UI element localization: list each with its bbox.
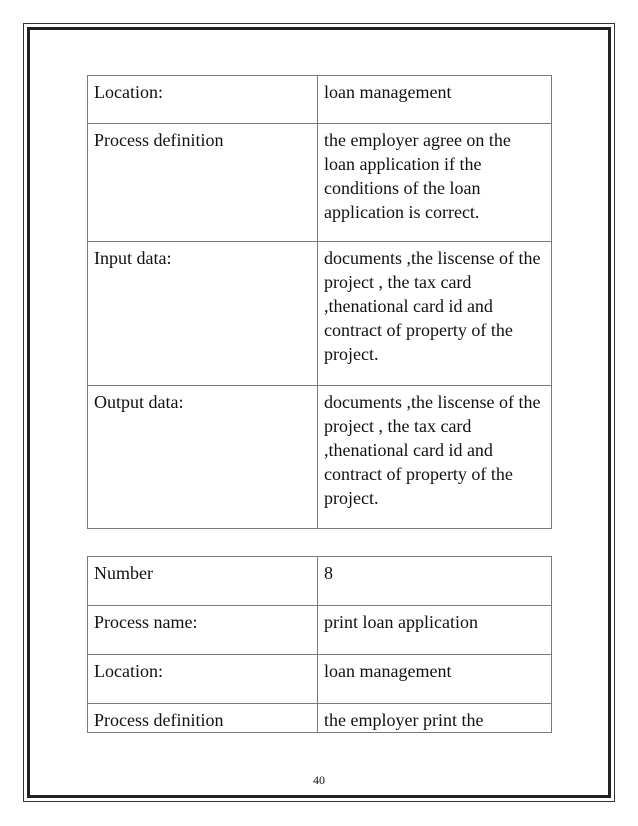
process-table-8 <box>87 556 552 733</box>
page-number: 40 <box>313 773 325 787</box>
table-row <box>88 655 552 704</box>
row-label: Output data: <box>88 386 318 529</box>
table-row <box>88 557 552 606</box>
row-label: Process name: <box>88 606 318 655</box>
row-value: print loan application <box>318 606 552 655</box>
row-label: Location: <box>88 655 318 704</box>
table-row <box>88 704 552 733</box>
row-label: Process definition <box>88 704 318 733</box>
row-value: documents ,the liscense of the project , the tax card ,thenational card id and contract of property of the project. <box>318 242 552 386</box>
process-table-continued <box>87 75 552 529</box>
row-label: Input data: <box>88 242 318 386</box>
table-row <box>88 606 552 655</box>
row-value: loan management <box>318 655 552 704</box>
row-value: documents ,the liscense of the project , the tax card ,thenational card id and contract of property of the project. <box>318 386 552 529</box>
table-row <box>88 124 552 242</box>
row-value: loan management <box>318 76 552 124</box>
row-label: Process definition <box>88 124 318 242</box>
row-label: Location: <box>88 76 318 124</box>
table-row <box>88 242 552 386</box>
row-value: the employer agree on the loan application if the conditions of the loan application is correct. <box>318 124 552 242</box>
row-value: the employer print the <box>318 704 552 733</box>
row-label: Number <box>88 557 318 606</box>
table-row <box>88 76 552 124</box>
table-row <box>88 386 552 529</box>
row-value: 8 <box>318 557 552 606</box>
